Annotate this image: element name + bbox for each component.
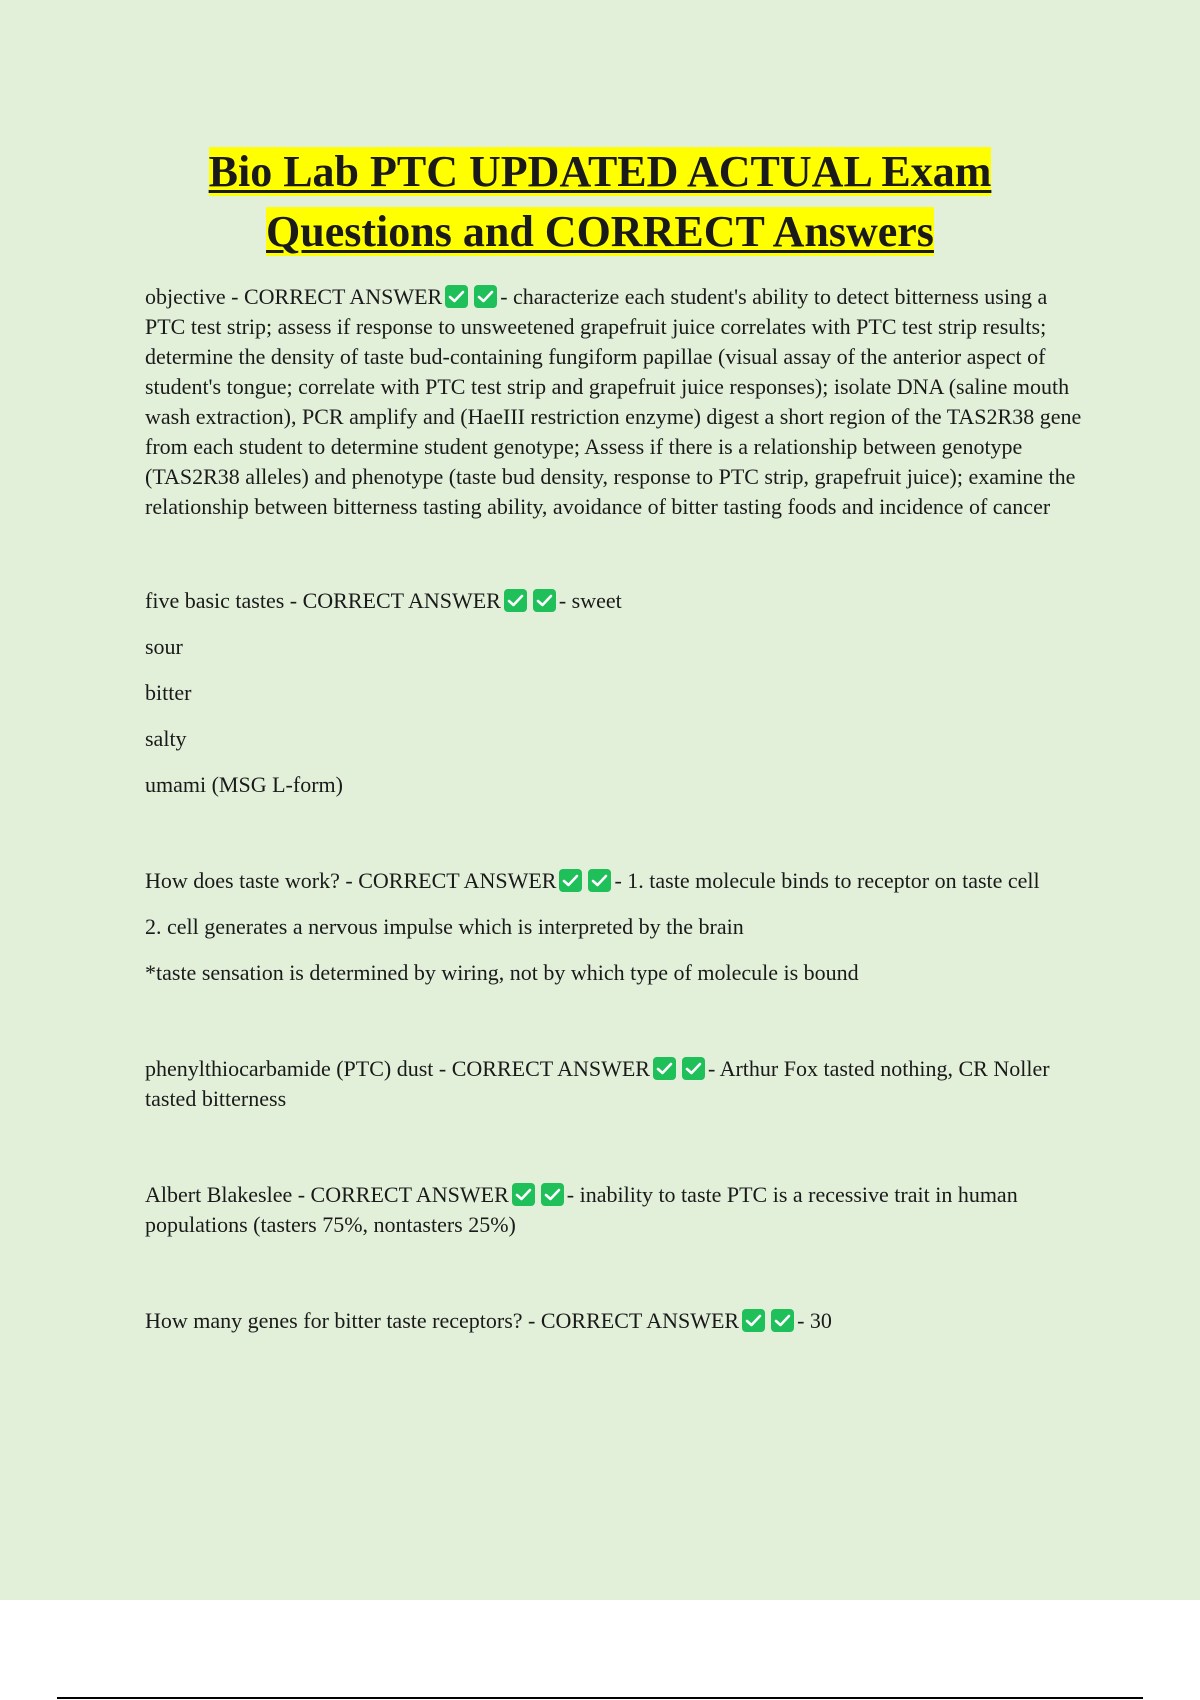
- page-divider: [57, 1697, 1143, 1699]
- answer-text: - inability to taste PTC is a recessive trait in human populations (tasters 75%, nontasters 25%): [145, 1182, 1018, 1237]
- correct-answer-marker: - CORRECT ANSWER: [438, 1056, 650, 1081]
- answer-text: - 30: [797, 1308, 832, 1333]
- title-line-1: Bio Lab PTC UPDATED ACTUAL Exam: [208, 147, 992, 196]
- answer-line: sour: [145, 634, 183, 659]
- correct-answer-marker: - CORRECT ANSWER: [528, 1308, 740, 1333]
- qa-item: [145, 866, 1090, 988]
- check-mark-icon: [504, 589, 527, 612]
- qa-item: [145, 1306, 1090, 1336]
- check-mark-icon: [653, 1057, 676, 1080]
- check-mark-icon: [541, 1183, 564, 1206]
- question-text: phenylthiocarbamide (PTC) dust: [145, 1056, 434, 1081]
- correct-answer-marker: - CORRECT ANSWER: [231, 284, 443, 309]
- check-mark-icon: [771, 1309, 794, 1332]
- check-mark-icon: [533, 589, 556, 612]
- check-mark-icon: [559, 869, 582, 892]
- answer-text: - 1. taste molecule binds to receptor on taste cell: [614, 868, 1040, 893]
- check-mark-icon: [742, 1309, 765, 1332]
- correct-answer-marker: - CORRECT ANSWER: [289, 588, 501, 613]
- qa-item: [145, 1180, 1090, 1240]
- answer-line: bitter: [145, 680, 192, 705]
- answer-text: - sweet: [558, 588, 622, 613]
- question-text: Albert Blakeslee: [145, 1182, 293, 1207]
- answer-line: salty: [145, 726, 187, 751]
- answer-text: - characterize each student's ability to detect bitterness using a PTC test strip; assess if response to unsweetened grapefruit juice correlates with PTC test strip results; determine the density of taste bud-containing fungiform papillae (visual assay of the anterior aspect of student's tongue; correlate with PTC test strip and grapefruit juice responses); isolate DNA (saline mouth wash extraction), PCR amplify and (HaeIII restriction enzyme) digest a short region of the TAS2R38 gene from each student to determine student genotype; Assess if there is a relationship between genotype (TAS2R38 alleles) and phenotype (taste bud density, response to PTC strip, grapefruit juice); examine the relationship between bitterness tasting ability, avoidance of bitter tasting foods and incidence of cancer: [145, 284, 1082, 519]
- question-text: How does taste work?: [145, 868, 340, 893]
- qa-item: [145, 586, 1090, 800]
- title-line-2: Questions and CORRECT Answers: [266, 207, 934, 256]
- qa-list: [145, 282, 1090, 1336]
- question-text: objective: [145, 284, 226, 309]
- correct-answer-marker: - CORRECT ANSWER: [345, 868, 557, 893]
- answer-line: *taste sensation is determined by wiring, not by which type of molecule is bound: [145, 960, 859, 985]
- check-mark-icon: [682, 1057, 705, 1080]
- question-text: five basic tastes: [145, 588, 285, 613]
- correct-answer-marker: - CORRECT ANSWER: [297, 1182, 509, 1207]
- answer-text: - Arthur Fox tasted nothing, CR Noller tasted bitterness: [145, 1056, 1050, 1111]
- check-mark-icon: [588, 869, 611, 892]
- answer-line: 2. cell generates a nervous impulse which is interpreted by the brain: [145, 914, 744, 939]
- check-mark-icon: [512, 1183, 535, 1206]
- question-text: How many genes for bitter taste receptors?: [145, 1308, 523, 1333]
- qa-item: [145, 1054, 1090, 1114]
- qa-item: [145, 282, 1090, 522]
- document-title: [110, 142, 1090, 262]
- check-mark-icon: [474, 285, 497, 308]
- answer-line: umami (MSG L-form): [145, 772, 343, 797]
- check-mark-icon: [445, 285, 468, 308]
